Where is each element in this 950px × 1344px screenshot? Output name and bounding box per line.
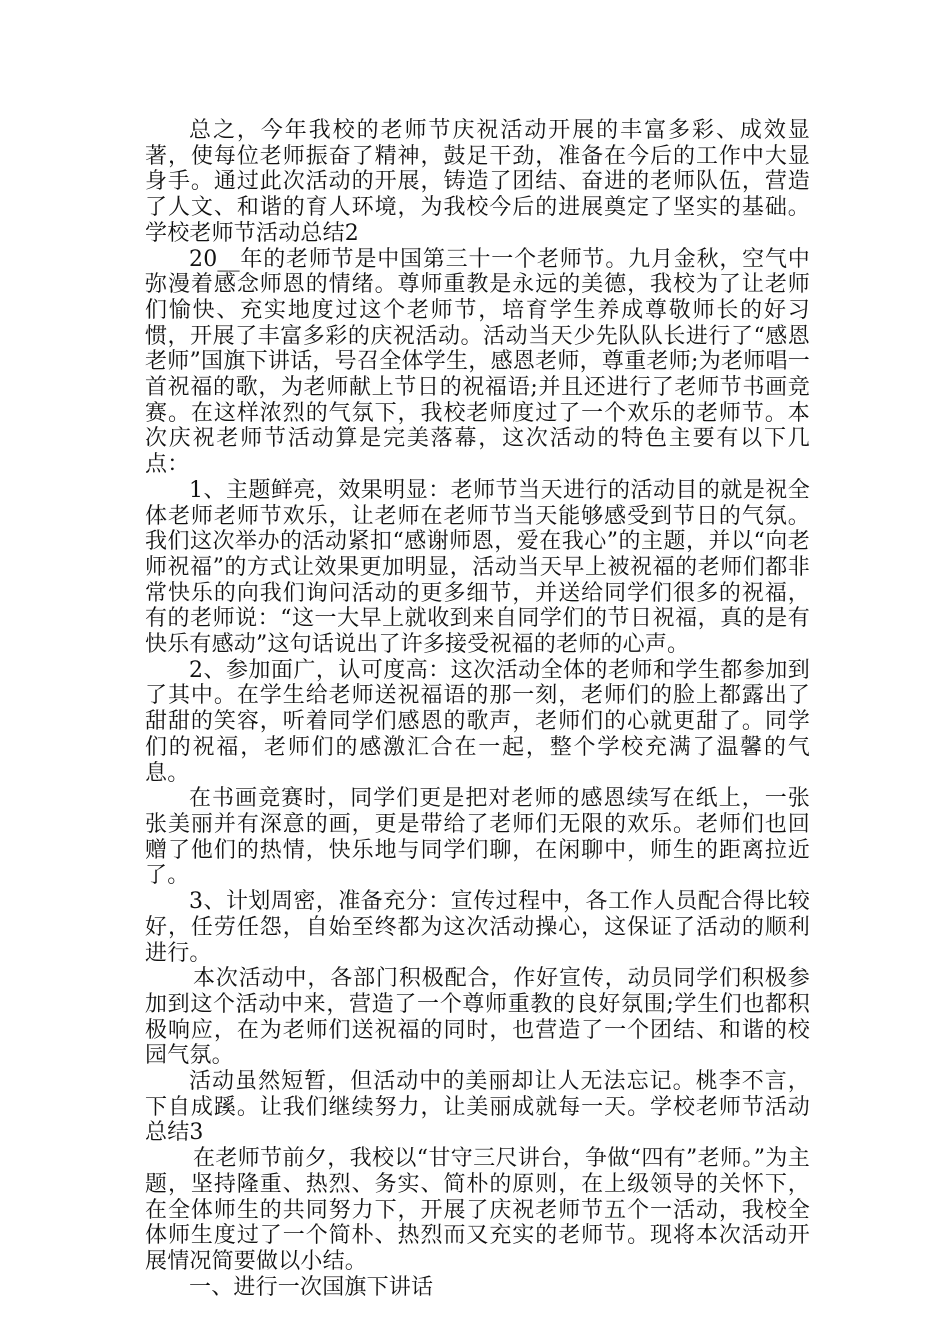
paragraph-cooperation: 本次活动中，各部门积极配合，作好宣传，动员同学们积极参加到这个活动中来，营造了一个尊师重教的良好氛围;学生们也都积极响应，在为老师们送祝福的同时，也营造了一个团结、和谐的校园气氛。 (145, 966, 810, 1069)
document-page (145, 118, 810, 1300)
paragraph-art-contest: 在书画竞赛时，同学们更是把对老师的感恩续写在纸上，一张张美丽并有深意的画，更是带给了老师们无限的欢乐。老师们也回赠了他们的热情，快乐地与同学们聊，在闲聊中，师生的距离拉近了。 (145, 786, 810, 889)
paragraph-summary-3-intro: 在老师节前夕，我校以“甘守三尺讲台，争做“四有”老师。”为主题，坚持隆重、热烈、务实、简朴的原则，在上级领导的关怀下，在全体师生的共同努力下，开展了庆祝老师节五个一活动，我校全体师生度过了一个简朴、热烈而又充实的老师节。现将本次活动开展情况简要做以小结。 (145, 1146, 810, 1274)
paragraph-conclusion: 活动虽然短暂，但活动中的美丽却让人无法忘记。桃李不言，下自成蹊。让我们继续努力，让美丽成就每一天。学校老师节活动总结3 (145, 1069, 810, 1146)
paragraph-summary: 总之，今年我校的老师节庆祝活动开展的丰富多彩、成效显著，使每位老师振奋了精神，鼓足干劲，准备在今后的工作中大显身手。通过此次活动的开展，铸造了团结、奋进的老师队伍，营造了人文、和谐的育人环境，为我校今后的进展奠定了坚实的基础。学校老师节活动总结2 (145, 118, 810, 246)
paragraph-point-participation: 2、参加面广，认可度高：这次活动全体的老师和学生都参加到了其中。在学生给老师送祝福语的那一刻，老师们的脸上都露出了甜甜的笑容，听着同学们感恩的歌声，老师们的心就更甜了。同学们的祝福，老师们的感激汇合在一起，整个学校充满了温馨的气息。 (145, 657, 810, 786)
section-heading-flag-speech: 一、进行一次国旗下讲话 (189, 1274, 434, 1300)
paragraph-teachers-day-intro: 20__年的老师节是中国第三十一个老师节。九月金秋，空气中弥漫着感念师恩的情绪。尊师重教是永远的美德，我校为了让老师们愉快、充实地度过这个老师节，培育学生养成尊敬师长的好习惯，开展了丰富多彩的庆祝活动。活动当天少先队队长进行了“感恩老师”国旗下讲话，号召全体学生，感恩老师，尊重老师;为老师唱一首祝福的歌，为老师献上节日的祝福语;并且还进行了老师节书画竞赛。在这样浓烈的气氛下，我校老师度过了一个欢乐的老师节。本次庆祝老师节活动算是完美落幕，这次活动的特色主要有以下几点： (145, 246, 810, 478)
paragraph-point-planning: 3、计划周密，准备充分：宣传过程中，各工作人员配合得比较好，任劳任怨，自始至终都为这次活动操心，这保证了活动的顺利进行。 (145, 889, 810, 966)
paragraph-point-theme: 1、主题鲜亮，效果明显：老师节当天进行的活动目的就是祝全体老师老师节欢乐，让老师在老师节当天能够感受到节日的气氛。我们这次举办的活动紧扣“感谢师恩，爱在我心”的主题，并以“向老师祝福”的方式让效果更加明显，活动当天早上被祝福的老师们都非常快乐的向我们询问活动的更多细节，并送给同学们很多的祝福，有的老师说：“这一大早上就收到来自同学们的节日祝福，真的是有快乐有感动”这句话说出了许多接受祝福的老师的心声。 (145, 477, 810, 658)
